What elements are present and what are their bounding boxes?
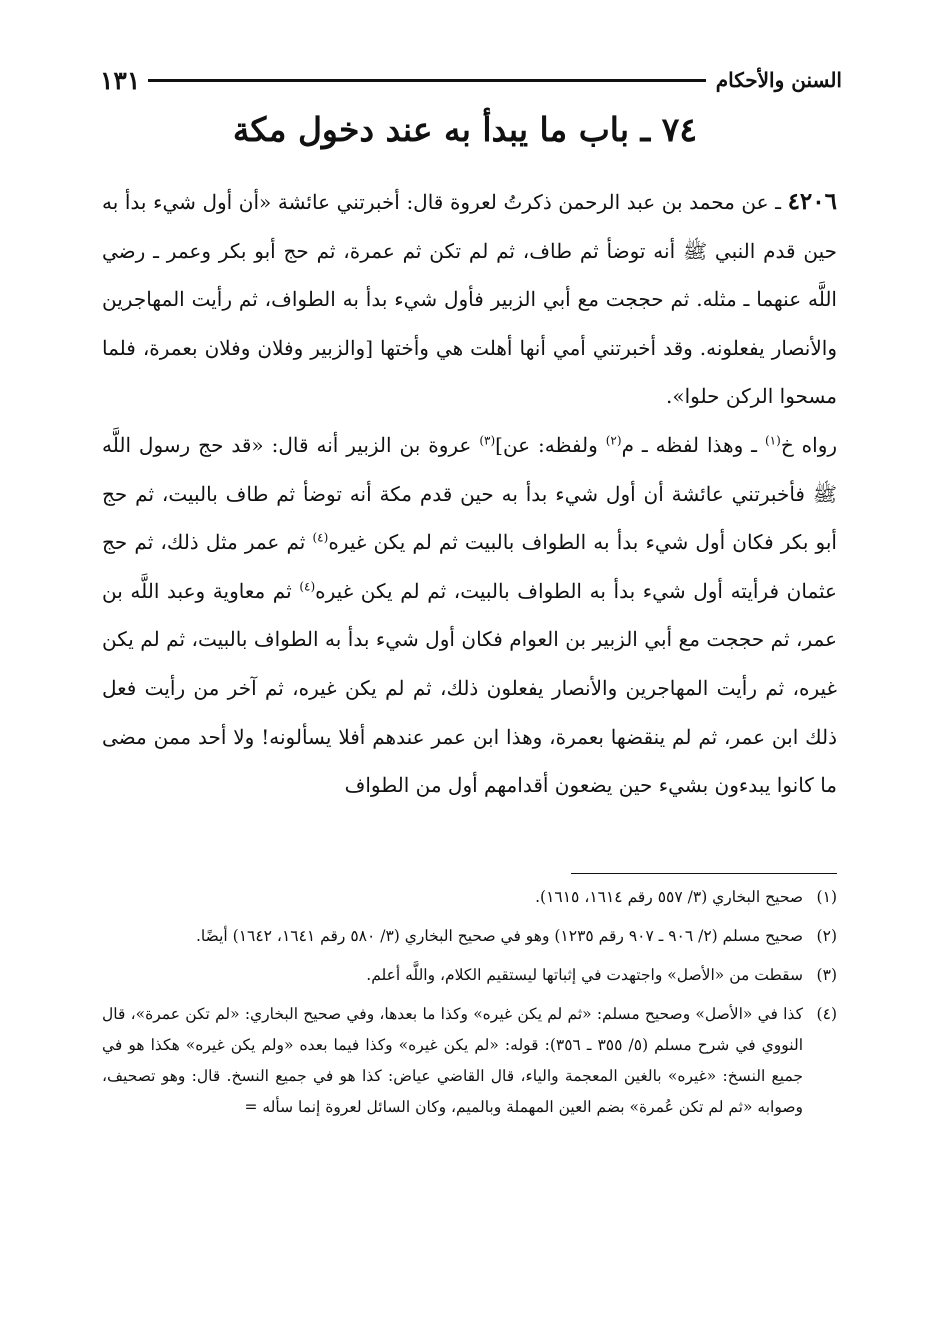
footnote-ref: (١) [764,433,781,448]
running-header [100,62,842,98]
footnote-text: كذا في «الأصل» وصحيح مسلم: «ثم لم يكن غيره» وكذا ما بعدها، وفي صحيح البخاري: «لم تكن عمرة»، قال النووي في شرح مسلم (٥/ ٣٥٥ ـ ٣٥٦): قوله: «لم يكن غيره» وكذا فيما بعده «ولم يكن غيره» هكذا هو في جميع النسخ: «غيره» بالغين المعجمة والياء، قال القاضي عياض: كذا هو في جميع النسخ. قال: وهو تصحيف، وصوابه «ثم لم تكن عُمرة» بضم العين المهملة وبالميم، وكان السائل لعروة إنما سأله = [102,1005,804,1116]
footnote-number: (٢) [816,927,837,945]
header-rule [148,79,705,82]
footnote-number: (٤) [816,1005,837,1023]
footnote-text: صحيح البخاري (٣/ ٥٥٧ رقم ١٦١٤، ١٦١٥). [535,888,803,906]
footnote-number: (١) [816,888,837,906]
footnote-number: (٣) [816,966,837,984]
narration-text: عروة بن الزبير أنه قال: «قد حج رسول اللَّه ﷺ فأخبرتني عائشة أن أول شيء بدأ به حين قدم مكة أنه توضأ ثم طاف بالبيت، ثم حج أبو بكر فكان أول شيء بدأ به الطواف بالبيت ثم لم يكن غيره [102,432,837,555]
footnote-ref: (٤) [299,579,316,594]
footnote-text: سقطت من «الأصل» واجتهدت في إثباتها ليستقيم الكلام، واللَّه أعلم. [366,966,803,984]
footnote-ref: (٤) [312,530,329,545]
hadith-text: ـ عن محمد بن عبد الرحمن ذكرتُ لعروة قال: أخبرتني عائشة «أن أول شيء بدأ به حين قدم النبي ﷺ أنه توضأ ثم طاف، ثم لم تكن ثم عمرة، ثم حج أبو بكر وعمر ـ رضي اللَّه عنهما ـ مثله. ثم حججت مع أبي الزبير فأول شيء بدأ به الطواف، ثم رأيت المهاجرين والأنصار يفعلونه. وقد أخبرتني أمي أنها أهلت هي وأختها [والزبير وفلان وفلان بعمرة، فلما مسحوا الركن حلوا». [102,190,837,409]
hadith-paragraph [102,178,837,421]
narration-text: ثم عمر مثل ذلك، ثم حج عثمان فرأيته أول شيء بدأ به الطواف بالبيت، ثم لم يكن غيره [102,530,837,603]
footnote-ref: (٢) [605,433,622,448]
narration-text: رواه خ [780,432,838,457]
footnote [102,960,837,991]
footnote-rule [571,873,837,874]
page-number: ١٣١ [100,65,141,95]
footnote [102,999,837,1123]
footnotes [102,882,837,1131]
narration-text: ثم معاوية وعبد اللَّه بن عمر، ثم حججت مع أبي الزبير بن العوام فكان أول شيء بدأ به الطواف بالبيت، ثم لم يكن غيره، ثم رأيت المهاجرين والأنصار يفعلون ذلك، ثم لم يكن غيره، ثم آخر من رأيت فعل ذلك ابن عمر، ثم لم ينقضها بعمرة، وهذا ابن عمر عندهم أفلا يسألونه! ولا أحد ممن مضى ما كانوا يبدءون بشيء حين يضعون أقدامهم أول من الطواف [102,578,837,798]
narration-text: ـ وهذا لفظه ـ م [621,432,765,457]
narration-paragraph [102,421,837,810]
running-title: السنن والأحكام [715,68,842,92]
footnote-text: صحيح مسلم (٢/ ٩٠٦ ـ ٩٠٧ رقم ١٢٣٥) وهو في صحيح البخاري (٣/ ٥٨٠ رقم ١٦٤١، ١٦٤٢) أيضًا. [196,927,803,945]
chapter-heading: ٧٤ ـ باب ما يبدأ به عند دخول مكة [232,110,698,149]
hadith-number: ٤٢٠٦ [787,188,837,215]
narration-text: ولفظه: عن] [495,432,606,457]
footnote [102,882,837,913]
footnote-ref: (٣) [479,433,496,448]
main-text [102,178,837,810]
footnote [102,921,837,952]
